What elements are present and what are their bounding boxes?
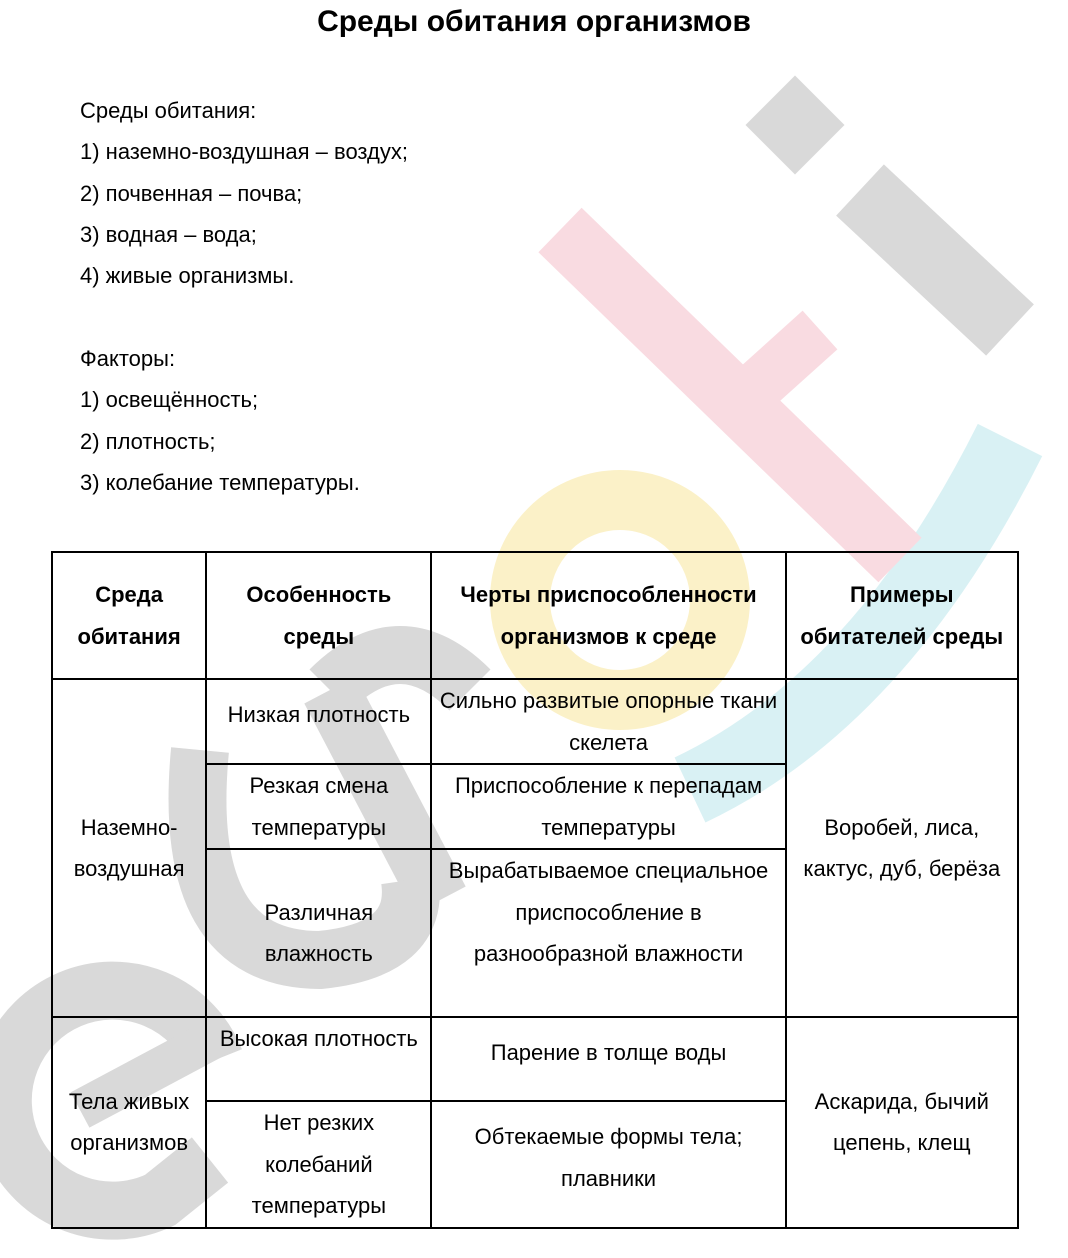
watermark-pink-k-arm bbox=[720, 330, 820, 420]
examples-cell: Воробей, лиса, кактус, дуб, берёза bbox=[786, 679, 1018, 1017]
list-item: 1) освещённость; bbox=[80, 387, 259, 413]
examples-cell: Аскарида, бычий цепень, клещ bbox=[786, 1017, 1018, 1228]
adaptation-cell: Сильно развитые опорные ткани скелета bbox=[431, 679, 785, 764]
adaptation-cell: Вырабатываемое специальное приспособление в разнообразной влажности bbox=[431, 849, 785, 1017]
habitats-heading: Среды обитания: bbox=[80, 98, 257, 123]
table-header-row bbox=[52, 552, 1018, 679]
adaptation-cell: Парение в толще воды bbox=[431, 1017, 785, 1101]
list-item: 4) живые организмы. bbox=[80, 263, 295, 289]
header-examples: Примеры обитателей среды bbox=[786, 552, 1018, 679]
list-item: 2) почвенная – почва; bbox=[80, 180, 303, 206]
watermark-pink-k bbox=[560, 230, 900, 560]
factors-list bbox=[80, 338, 360, 503]
list-item: 2) плотность; bbox=[80, 428, 216, 454]
habitats-list bbox=[80, 90, 408, 296]
feature-cell: Нет резких колебаний температуры bbox=[206, 1101, 431, 1228]
feature-cell: Высокая плотность bbox=[206, 1017, 431, 1101]
table-row bbox=[52, 1017, 1018, 1101]
habitat-cell: Наземно-воздушная bbox=[52, 679, 206, 1017]
habitat-cell: Тела живых организмов bbox=[52, 1017, 206, 1228]
adaptation-cell: Приспособление к перепадам температуры bbox=[431, 764, 785, 849]
page-title: Среды обитания организмов bbox=[317, 5, 751, 38]
feature-cell: Различная влажность bbox=[206, 849, 431, 1017]
list-item: 1) наземно-воздушная – воздух; bbox=[80, 139, 408, 165]
adaptation-cell: Обтекаемые формы тела; плавники bbox=[431, 1101, 785, 1228]
table-row bbox=[52, 679, 1018, 764]
list-item: 3) водная – вода; bbox=[80, 221, 257, 247]
factors-heading: Факторы: bbox=[80, 346, 176, 371]
header-habitat: Среда обитания bbox=[52, 552, 206, 679]
feature-cell: Резкая смена температуры bbox=[206, 764, 431, 849]
feature-cell: Низкая плотность bbox=[206, 679, 431, 764]
habitats-table bbox=[51, 551, 1019, 1229]
watermark-gray-i-dot bbox=[746, 76, 845, 175]
list-item: 3) колебание температуры. bbox=[80, 469, 360, 495]
watermark-gray-i-stem bbox=[860, 190, 1010, 330]
header-feature: Особенность среды bbox=[206, 552, 431, 679]
header-adaptation: Черты приспособленности организмов к среде bbox=[431, 552, 785, 679]
